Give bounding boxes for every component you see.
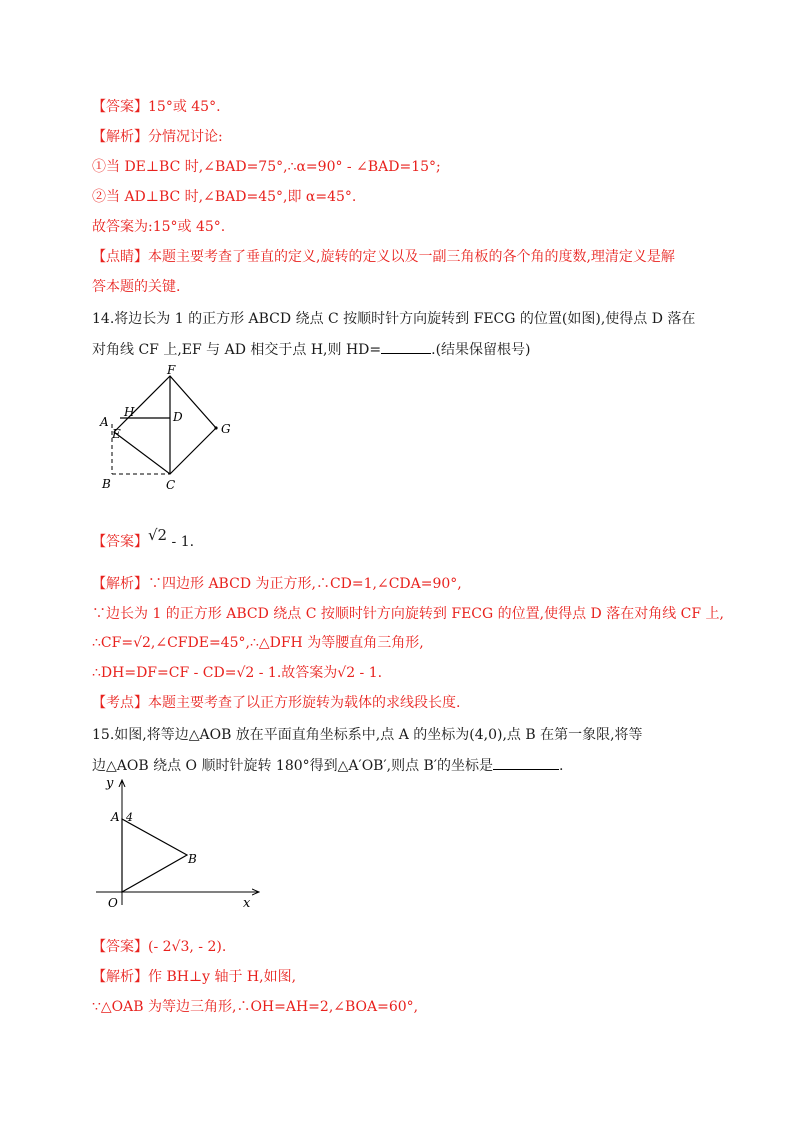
q13-analysis-line-4: 故答案为:15°或 45°. — [92, 219, 226, 235]
q15-label-x: x — [243, 896, 251, 910]
q15-label-a: A — [111, 810, 120, 824]
q14-answer-prefix: 【答案】 — [92, 534, 148, 550]
q13-comment-line-1: 【点睛】本题主要考查了垂直的定义,旋转的定义以及一副三角板的各个角的度数,理清定义是解 — [92, 249, 675, 265]
q14-answer — [92, 526, 195, 552]
q13-answer: 【答案】15°或 45°. — [92, 99, 221, 115]
q15-answer-blank — [493, 755, 559, 770]
q14-label-a: A — [100, 415, 109, 429]
q14-label-h: H — [124, 405, 135, 419]
q14-point-g — [214, 426, 217, 429]
q14-label-f: F — [167, 363, 176, 377]
q14-answer-suffix: - 1. — [167, 534, 195, 550]
q14-label-g: G — [221, 422, 231, 436]
q14-answer-radical: √2 — [148, 526, 168, 544]
q15-label-b: B — [188, 852, 197, 866]
q13-comment-line-2: 答本题的关键. — [92, 279, 181, 295]
q14-label-d: D — [173, 410, 183, 424]
q14-answer-blank — [381, 339, 431, 354]
q15-answer: 【答案】(- 2√3, - 2). — [92, 939, 227, 955]
q15-coordinate-figure — [92, 775, 267, 910]
q15-label-four: 4 — [126, 811, 133, 824]
q14-analysis-line-4: ∴DH=DF=CF - CD=√2 - 1.故答案为√2 - 1. — [92, 665, 383, 681]
q14-analysis-line-1: 【解析】∵四边形 ABCD 为正方形,∴CD=1,∠CDA=90°, — [92, 576, 462, 592]
q15-problem-text: 边△AOB 绕点 O 顺时针旋转 180°得到△A′OB′,则点 B′的坐标是 — [92, 758, 494, 774]
q15-analysis-line-2: ∵△OAB 为等边三角形,∴OH=AH=2,∠BOA=60°, — [92, 999, 419, 1015]
q14-figure — [92, 362, 242, 492]
q14-problem-text: 对角线 CF 上,EF 与 AD 相交于点 H,则 HD= — [92, 342, 382, 358]
q14-analysis-line-3: ∴CF=√2,∠CFDE=45°,∴△DFH 为等腰直角三角形, — [92, 635, 424, 651]
q14-problem-suffix: .(结果保留根号) — [431, 342, 531, 358]
q13-analysis-line-2: ①当 DE⊥BC 时,∠BAD=75°,∴α=90° - ∠BAD=15°; — [92, 159, 441, 175]
q14-problem-line-1: 14.将边长为 1 的正方形 ABCD 绕点 C 按顺时针方向旋转到 FECG 的位置(如图),使得点 D 落在 — [92, 311, 696, 327]
q15-problem-suffix: . — [559, 758, 564, 774]
q15-analysis-line-1: 【解析】作 BH⊥y 轴于 H,如图, — [92, 969, 297, 985]
q15-label-y: y — [106, 776, 114, 791]
q14-label-c: C — [166, 478, 176, 492]
q14-problem-line-2 — [92, 339, 531, 360]
q15-label-o: O — [108, 896, 118, 910]
q13-analysis-line-1: 【解析】分情况讨论: — [92, 129, 223, 145]
q15-problem-line-1: 15.如图,将等边△AOB 放在平面直角坐标系中,点 A 的坐标为(4,0),点 B 在第一象限,将等 — [92, 727, 643, 743]
q13-analysis-line-3: ②当 AD⊥BC 时,∠BAD=45°,即 α=45°. — [92, 189, 357, 205]
q14-label-b: B — [102, 477, 111, 491]
q14-point: 【考点】本题主要考查了以正方形旋转为载体的求线段长度. — [92, 695, 461, 711]
q15-triangle-aob — [122, 819, 187, 892]
q15-problem-line-2 — [92, 755, 563, 776]
q14-analysis-line-2: ∵边长为 1 的正方形 ABCD 绕点 C 按顺时针方向旋转到 FECG 的位置,使得点 D 落在对角线 CF 上, — [92, 606, 724, 622]
q14-label-e: E — [112, 427, 121, 441]
q14-square-fecg — [114, 376, 216, 474]
